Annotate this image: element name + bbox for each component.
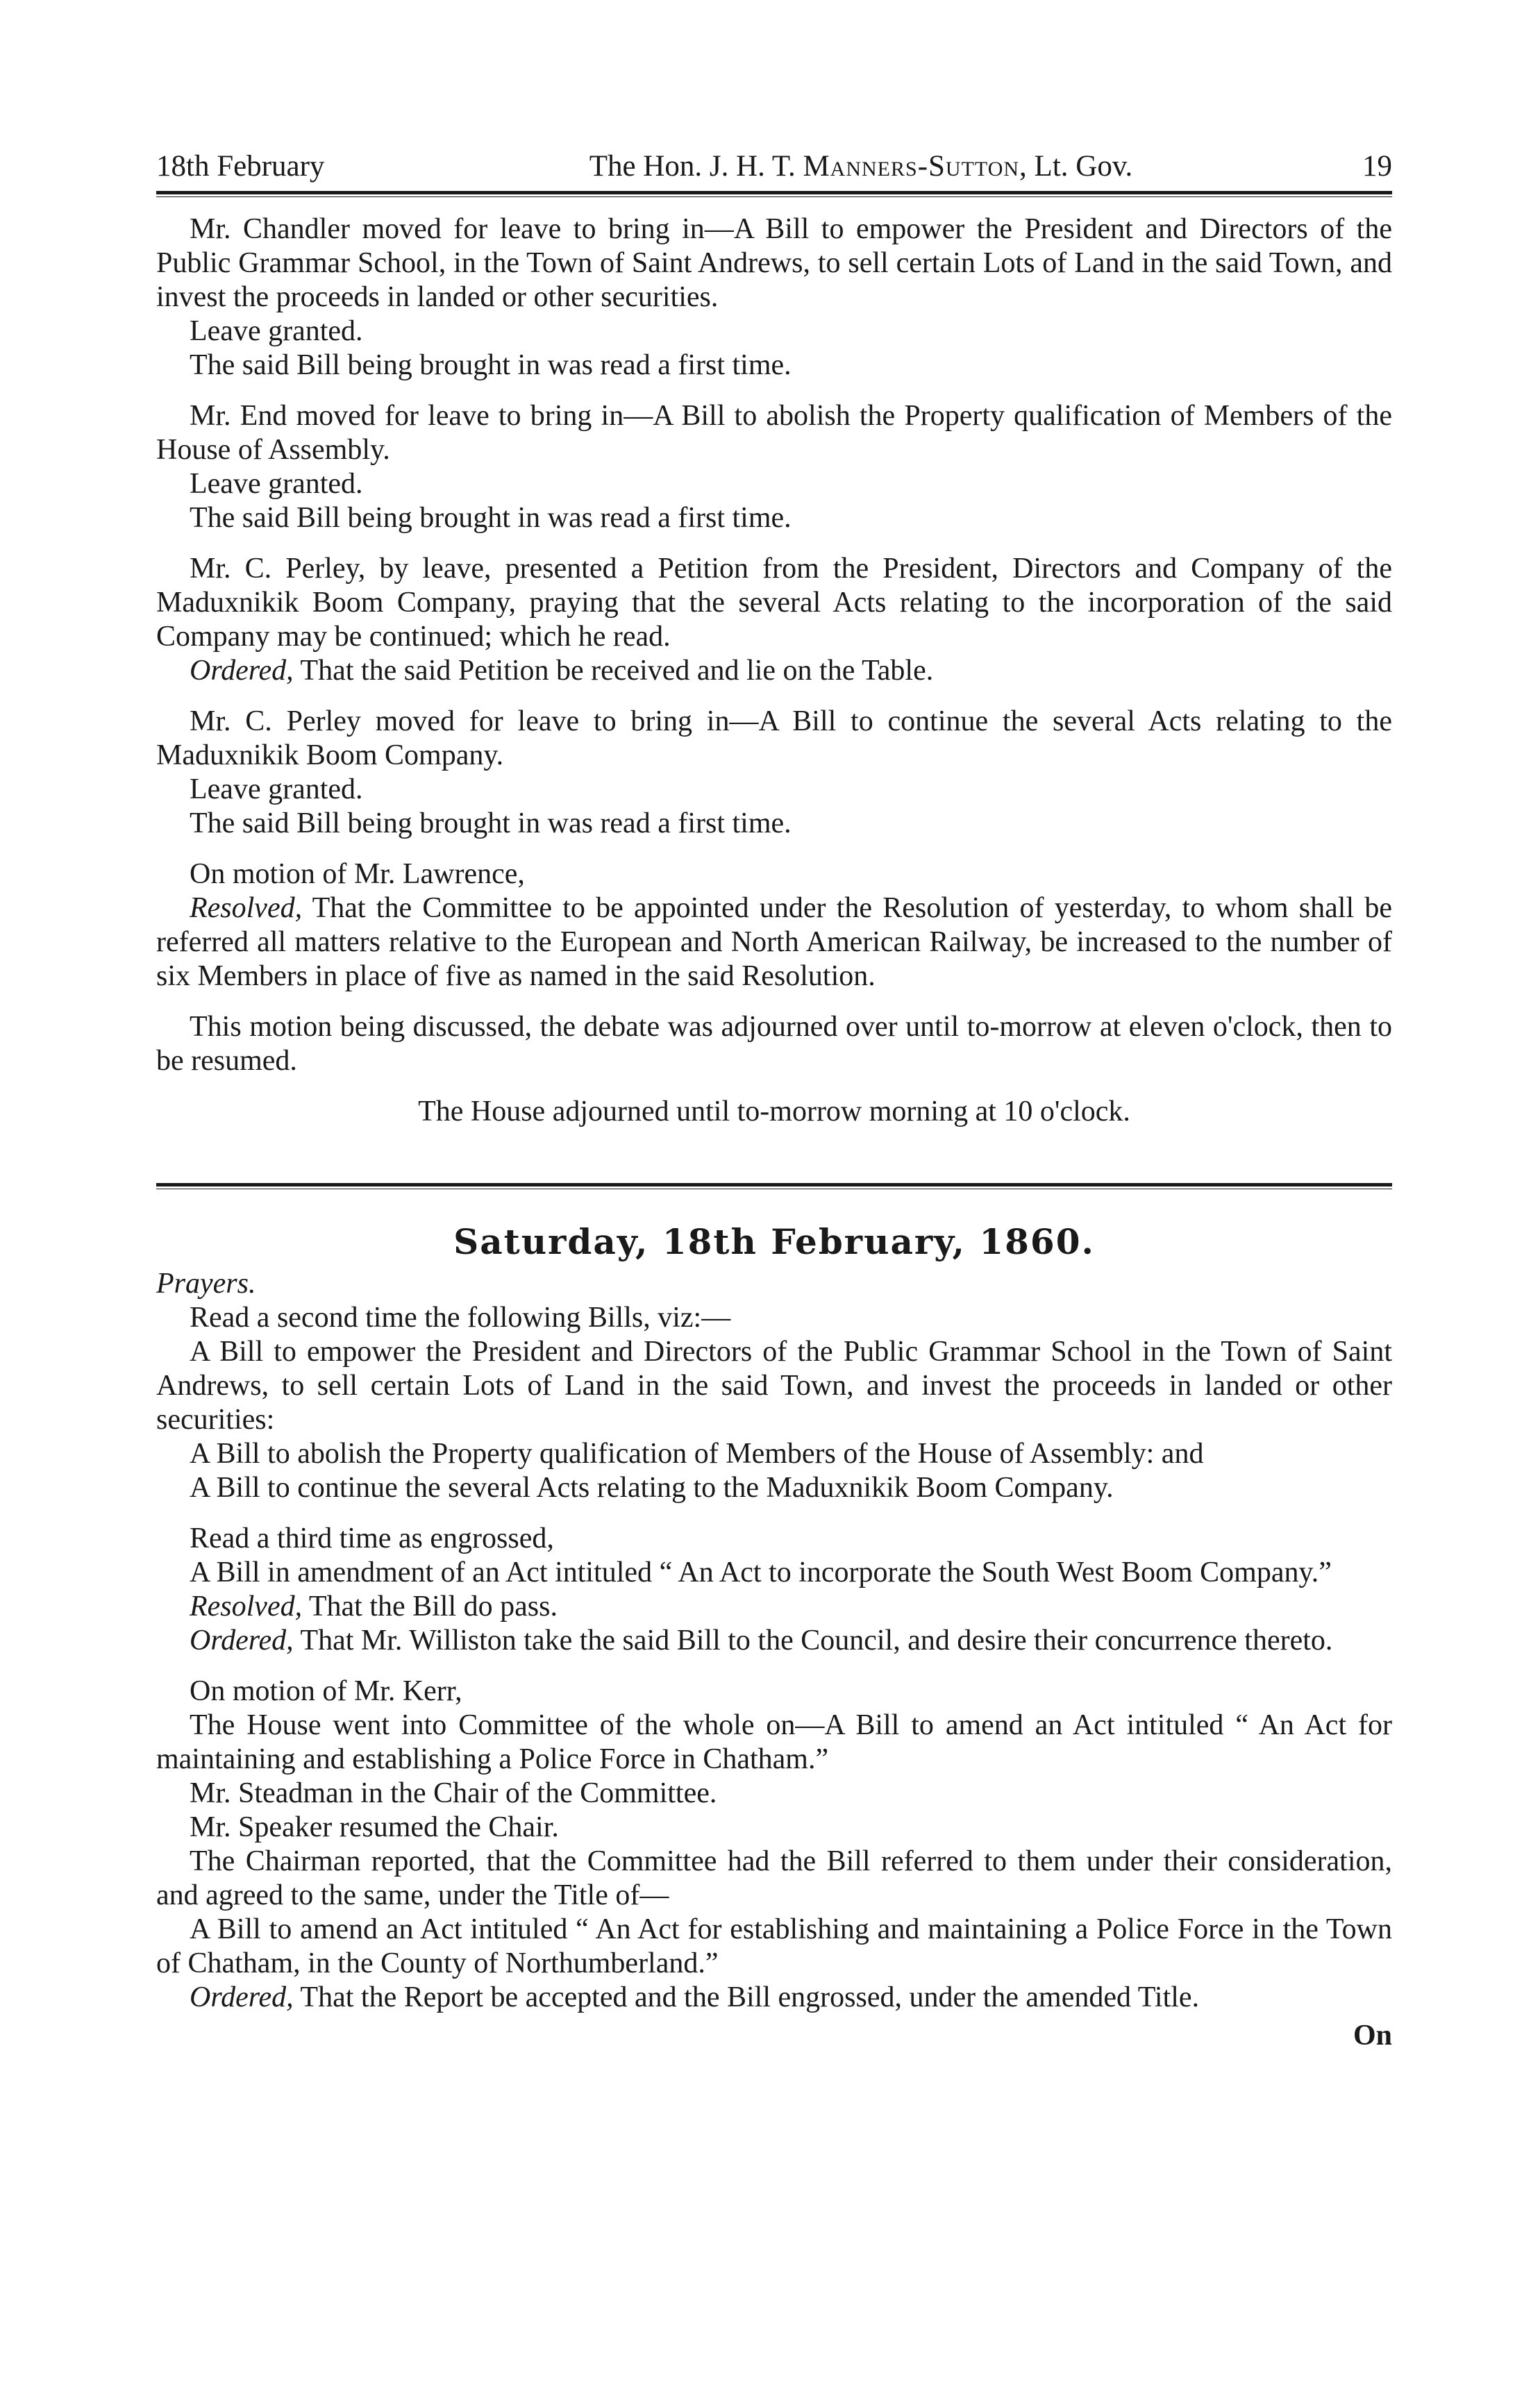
adjournment-line: The House adjourned until to-morrow morning at 10 o'clock.: [418, 1096, 1130, 1127]
paragraph: The said Bill being brought in was read a first time.: [190, 807, 792, 839]
paragraph: A Bill to amend an Act intituled “ An Act for establishing and maintaining a Police Force in the Town of Chatham, in the County of Northumberland.”: [156, 1913, 1392, 1979]
paragraph: On motion of Mr. Lawrence,: [190, 858, 525, 890]
paragraph: [156, 891, 1392, 993]
paragraph: Mr. End moved for leave to bring in—A Bill to abolish the Property qualification of Members of the House of Assembly.: [156, 400, 1392, 466]
saturday-proceedings: [156, 1221, 1392, 2015]
header-date: 18th February: [156, 150, 325, 183]
paragraph: A Bill in amendment of an Act intituled “ An Act to incorporate the South West Boom Company.”: [190, 1557, 1332, 1588]
paragraph-text: That the Report be accepted and the Bill engrossed, under the amended Title.: [293, 1981, 1200, 2013]
paragraph: Leave granted.: [190, 468, 363, 500]
paragraph-text: That the Bill do pass.: [302, 1591, 558, 1622]
friday-proceedings: [156, 212, 1392, 1129]
paragraph-text: That Mr. Williston take the said Bill to the Council, and desire their concurrence thereto.: [293, 1625, 1333, 1657]
paragraph: This motion being discussed, the debate was adjourned over until to-morrow at eleven o'clock, then to be resumed.: [156, 1011, 1392, 1077]
ordered-label: Ordered,: [190, 1625, 294, 1657]
resolved-label: Resolved,: [190, 892, 303, 924]
paragraph: Leave granted.: [190, 315, 363, 347]
page-number: 19: [1362, 150, 1392, 183]
paragraph: [156, 1590, 1392, 1624]
paragraph: The said Bill being brought in was read a first time.: [190, 349, 792, 381]
prayers-label: Prayers.: [156, 1268, 256, 1300]
paragraph: Mr. C. Perley moved for leave to bring in—A Bill to continue the several Acts relating to the Maduxnikik Boom Company.: [156, 705, 1392, 771]
paragraph: Mr. Steadman in the Chair of the Committee.: [190, 1777, 717, 1809]
paragraph: Mr. C. Perley, by leave, presented a Petition from the President, Directors and Company of the Maduxnikik Boom Company, praying that the several Acts relating to the incorporation of the said Company may be continued; which he read.: [156, 553, 1392, 653]
running-head: [156, 149, 1392, 190]
journal-page: [156, 149, 1392, 2053]
catchword-line: [156, 2019, 1392, 2053]
header-title: [385, 149, 1337, 183]
paragraph: A Bill to abolish the Property qualification of Members of the House of Assembly: and: [190, 1438, 1204, 1470]
paragraph: Read a third time as engrossed,: [190, 1523, 554, 1554]
paragraph: A Bill to continue the several Acts relating to the Maduxnikik Boom Company.: [190, 1472, 1114, 1504]
paragraph: The House went into Committee of the whole on—A Bill to amend an Act intituled “ An Act for maintaining and establishing a Police Force in Chatham.”: [156, 1709, 1392, 1775]
paragraph-text: That the Committee to be appointed under the Resolution of yesterday, to whom shall be referred all matters relative to the European and North American Railway, be increased to the number of six Members in place of five as named in the said Resolution.: [156, 892, 1392, 992]
paragraph: The Chairman reported, that the Committee had the Bill referred to them under their consideration, and agreed to the same, under the Title of—: [156, 1845, 1392, 1911]
ordered-label: Ordered,: [190, 655, 294, 687]
header-title-name: Manners-Sutton: [803, 150, 1020, 183]
day-heading: Saturday, 18th February, 1860.: [453, 1221, 1095, 1262]
section-divider: [156, 1183, 1392, 1189]
paragraph: [156, 1624, 1392, 1658]
paragraph: [156, 654, 1392, 688]
ordered-label: Ordered,: [190, 1981, 294, 2013]
header-rule: [156, 191, 1392, 197]
header-title-prefix: The Hon. J. H. T.: [589, 150, 796, 183]
paragraph: Leave granted.: [190, 773, 363, 805]
resolved-label: Resolved,: [190, 1591, 303, 1622]
paragraph: Mr. Chandler moved for leave to bring in—A Bill to empower the President and Directors of the Public Grammar School, in the Town of Saint Andrews, to sell certain Lots of Land in the said Town, and invest the proceeds in landed or other securities.: [156, 213, 1392, 313]
paragraph: The said Bill being brought in was read a first time.: [190, 502, 792, 534]
paragraph: A Bill to empower the President and Directors of the Public Grammar School in the Town of Saint Andrews, to sell certain Lots of Land in the said Town, and invest the proceeds in landed or other securities:: [156, 1336, 1392, 1436]
paragraph-text: That the said Petition be received and lie on the Table.: [293, 655, 934, 687]
catchword: On: [1353, 2020, 1392, 2052]
paragraph: Read a second time the following Bills, viz:—: [190, 1302, 731, 1334]
header-title-suffix: , Lt. Gov.: [1019, 150, 1133, 183]
paragraph: On motion of Mr. Kerr,: [190, 1675, 462, 1707]
paragraph: Mr. Speaker resumed the Chair.: [190, 1811, 559, 1843]
paragraph: [156, 1981, 1392, 2015]
